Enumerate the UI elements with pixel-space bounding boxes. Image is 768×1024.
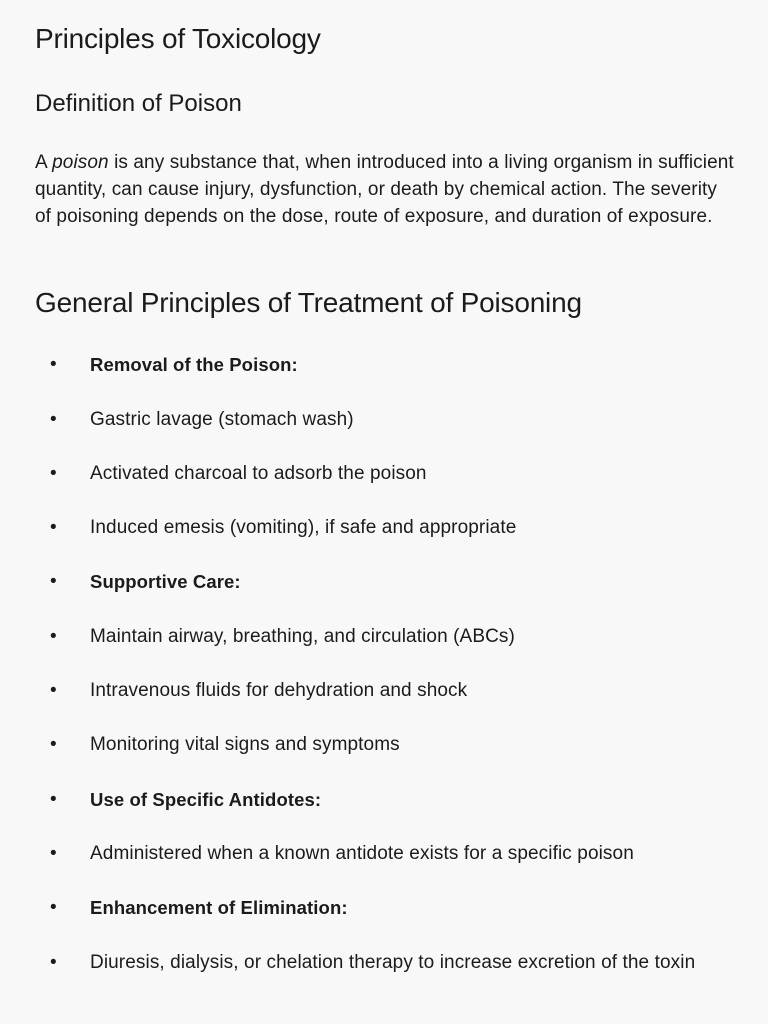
- page-title: Principles of Toxicology: [35, 23, 321, 54]
- bullet-icon: •: [50, 680, 57, 701]
- list-item-text: Intravenous fluids for dehydration and shock: [90, 680, 468, 701]
- list-item-text: Administered when a known antidote exists for a specific poison: [90, 843, 634, 864]
- definition-paragraph: [35, 149, 735, 230]
- list-item-text: Removal of the Poison:: [90, 354, 298, 375]
- list-item-text: Use of Specific Antidotes:: [90, 789, 322, 810]
- list-item-text: Induced emesis (vomiting), if safe and appropriate: [90, 517, 517, 538]
- list-item-text: Gastric lavage (stomach wash): [90, 409, 354, 430]
- bullet-icon: •: [50, 734, 57, 755]
- bullet-icon: •: [50, 626, 57, 647]
- definition-text: is any substance that, when introduced into a living organism in sufficient quantity, can cause injury, dysfunction, or death by chemical action. The severity of poisoning depends on the dose, route of exposure, and duration of exposure.: [35, 152, 734, 227]
- bullet-icon: •: [50, 571, 57, 592]
- list-item-text: Activated charcoal to adsorb the poison: [90, 463, 427, 484]
- list-item-text: Monitoring vital signs and symptoms: [90, 734, 400, 755]
- bullet-icon: •: [50, 463, 57, 484]
- bullet-icon: •: [50, 409, 57, 430]
- bullet-icon: •: [50, 789, 57, 810]
- list-item-text: Enhancement of Elimination:: [90, 897, 348, 918]
- list-item-text: Maintain airway, breathing, and circulation (ABCs): [90, 626, 515, 647]
- definition-heading: Definition of Poison: [35, 90, 242, 117]
- list-item-text: Diuresis, dialysis, or chelation therapy to increase excretion of the toxin: [90, 952, 696, 973]
- bullet-icon: •: [50, 952, 57, 973]
- definition-prefix: A: [35, 152, 53, 173]
- bullet-icon: •: [50, 354, 57, 375]
- bullet-icon: •: [50, 843, 57, 864]
- list-item-text: Supportive Care:: [90, 571, 241, 592]
- bullet-icon: •: [50, 517, 57, 538]
- definition-term: poison: [52, 152, 109, 173]
- treatment-heading: General Principles of Treatment of Poisoning: [35, 287, 582, 318]
- bullet-icon: •: [50, 897, 57, 918]
